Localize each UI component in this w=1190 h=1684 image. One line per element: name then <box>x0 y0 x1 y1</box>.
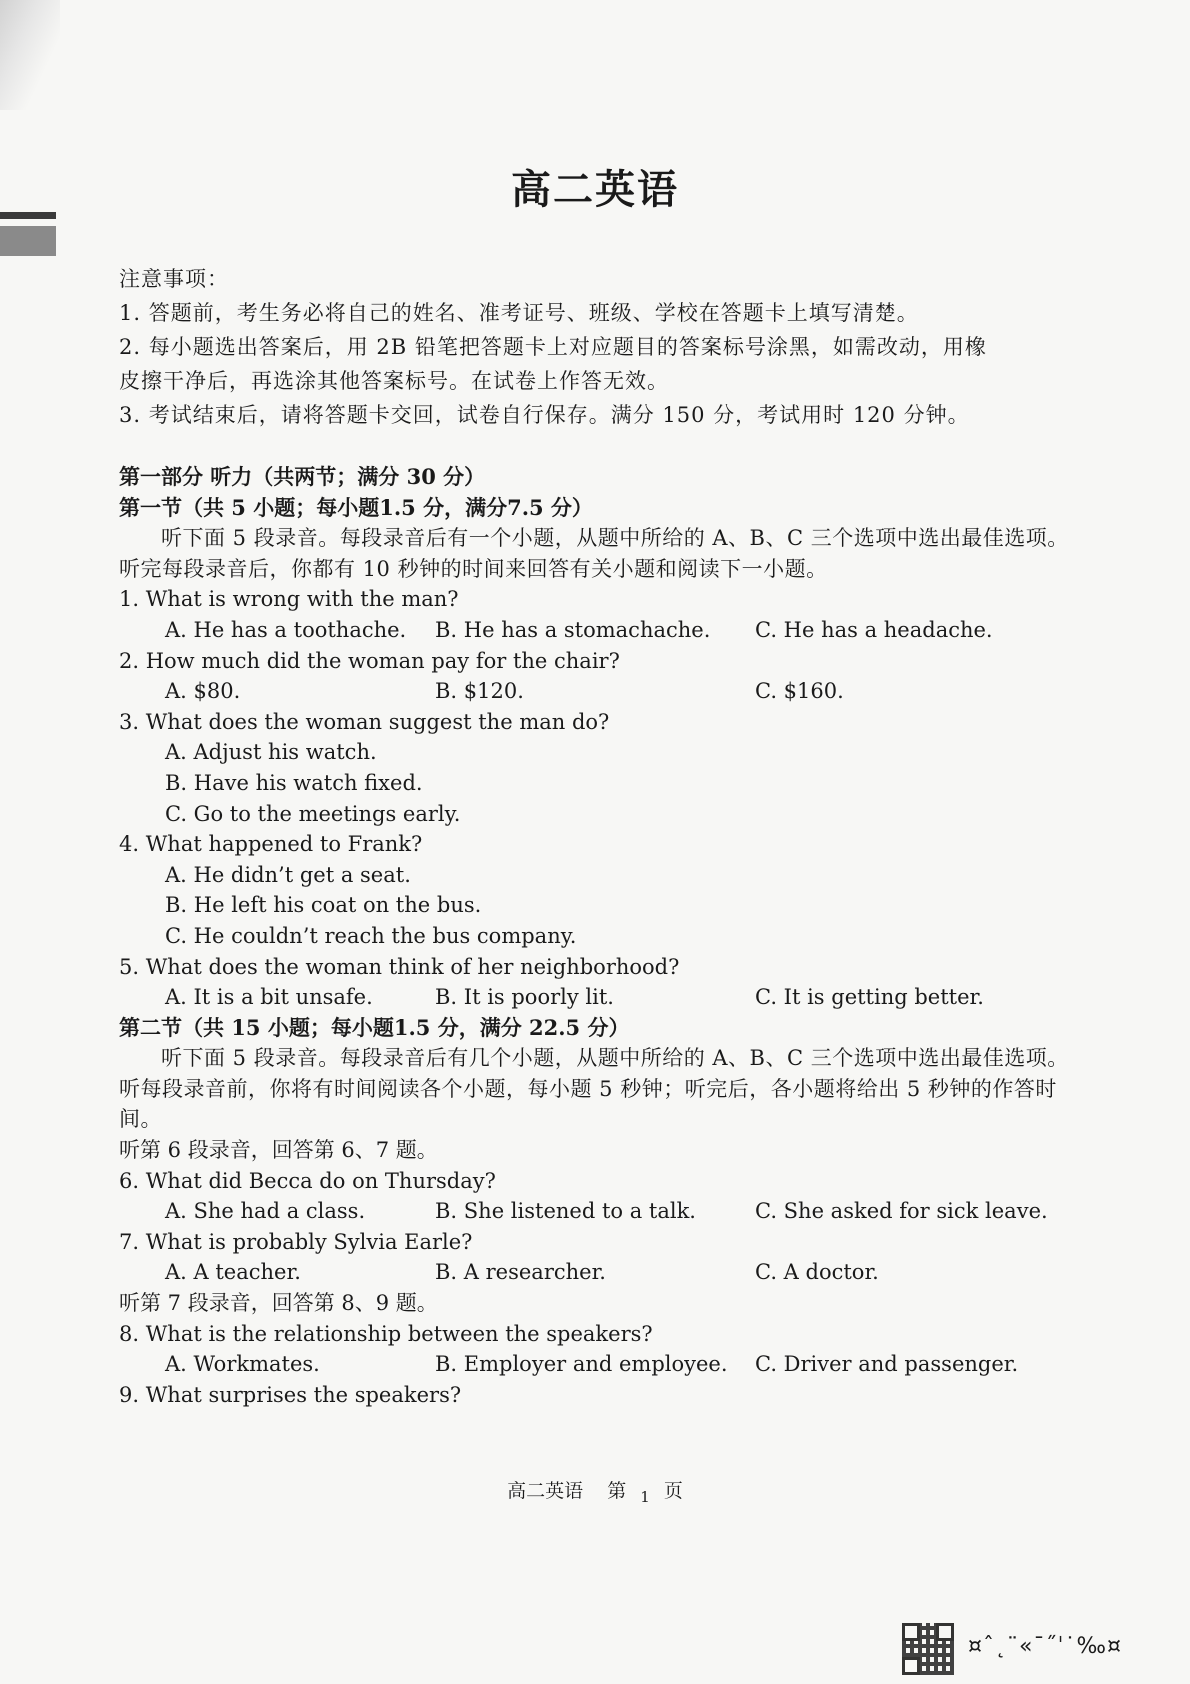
page-footer <box>0 1476 1190 1506</box>
option-c: C. Go to the meetings early. <box>165 801 461 826</box>
exam-notes <box>119 262 1079 432</box>
option-b: B. She listened to a talk. <box>435 1199 696 1224</box>
footer-label: 页 <box>663 1480 683 1502</box>
option-b: B. A researcher. <box>435 1260 606 1285</box>
option-c: C. She asked for sick leave. <box>755 1199 1048 1224</box>
question-text: 4. What happened to Frank? <box>119 832 423 857</box>
section-header: 第一节（共 5 小题；每小题1.5 分，满分7.5 分） <box>119 494 593 520</box>
options-row <box>119 1349 1079 1380</box>
notes-item: 3. 考试结束后，请将答题卡交回，试卷自行保存。满分 150 分，考试用时 120 分钟。 <box>119 403 970 427</box>
section-instructions: 听下面 5 段录音。每段录音后有一个小题，从题中所给的 A、B、C 三个选项中选出最佳选项。听完每段录音后，你都有 10 秒钟的时间来回答有关小题和阅读下一小题。 <box>119 526 1069 581</box>
option-c: C. It is getting better. <box>755 985 984 1010</box>
options-row <box>119 676 1079 707</box>
scan-smudge <box>0 0 60 110</box>
edge-mark <box>0 226 56 256</box>
question-text: 6. What did Becca do on Thursday? <box>119 1168 496 1193</box>
footer-subject: 高二英语 <box>507 1480 584 1502</box>
scan-mark-text: ¤ˆ˛¨«ˉ˝ˈ˙‰¤ <box>968 1634 1123 1659</box>
section-header: 第二节（共 15 小题；每小题1.5 分，满分 22.5 分） <box>119 1014 630 1040</box>
footer-label: 第 <box>607 1480 627 1502</box>
option-b: B. He has a stomachache. <box>435 617 711 642</box>
question-text: 7. What is probably Sylvia Earle? <box>119 1229 473 1254</box>
option-a: A. He has a toothache. <box>165 617 407 642</box>
page-title: 高二英语 <box>511 166 679 213</box>
listening-prompt: 听第 6 段录音，回答第 6、7 题。 <box>119 1138 438 1163</box>
option-b: B. He left his coat on the bus. <box>165 893 482 918</box>
options-row <box>119 1196 1079 1227</box>
question-text: 9. What surprises the speakers? <box>119 1382 462 1407</box>
option-b: B. Have his watch fixed. <box>165 770 423 795</box>
options-row <box>119 982 1079 1013</box>
part-header: 第一部分 听力（共两节；满分 30 分） <box>119 464 486 489</box>
option-b: B. It is poorly lit. <box>435 985 614 1010</box>
option-c: C. He couldn’t reach the bus company. <box>165 923 577 948</box>
option-b: B. Employer and employee. <box>435 1352 728 1377</box>
option-a: A. A teacher. <box>165 1260 301 1285</box>
question-text: 3. What does the woman suggest the man do? <box>119 709 610 734</box>
option-c: C. A doctor. <box>755 1260 879 1285</box>
notes-item: 皮擦干净后，再选涂其他答案标号。在试卷上作答无效。 <box>119 369 669 393</box>
options-row <box>119 615 1079 646</box>
page-number: 1 <box>640 1488 650 1506</box>
notes-item: 2. 每小题选出答案后，用 2B 铅笔把答题卡上对应题目的答案标号涂黑，如需改动，用橡 <box>119 335 987 359</box>
option-a: A. She had a class. <box>165 1199 366 1224</box>
qr-code-icon <box>902 1623 954 1675</box>
option-a: A. It is a bit unsafe. <box>165 985 373 1010</box>
section-instructions: 听下面 5 段录音。每段录音后有几个小题，从题中所给的 A、B、C 三个选项中选出最佳选项。听每段录音前，你将有时间阅读各个小题，每小题 5 秒钟；听完后，各小题将给出 5 秒钟的作答时间。 <box>119 1046 1069 1132</box>
question-text: 2. How much did the woman pay for the chair? <box>119 648 620 673</box>
option-b: B. $120. <box>435 679 524 704</box>
option-a: A. Workmates. <box>165 1352 320 1377</box>
notes-heading: 注意事项： <box>119 267 229 291</box>
listening-prompt: 听第 7 段录音，回答第 8、9 题。 <box>119 1291 438 1316</box>
option-c: C. $160. <box>755 679 844 704</box>
option-c: C. Driver and passenger. <box>755 1352 1019 1377</box>
question-text: 8. What is the relationship between the speakers? <box>119 1321 653 1346</box>
option-c: C. He has a headache. <box>755 617 993 642</box>
question-text: 1. What is wrong with the man? <box>119 587 459 612</box>
option-a: A. $80. <box>165 679 241 704</box>
options-row <box>119 1257 1079 1288</box>
option-a: A. Adjust his watch. <box>165 740 377 765</box>
notes-item: 1. 答题前，考生务必将自己的姓名、准考证号、班级、学校在答题卡上填写清楚。 <box>119 301 919 325</box>
listening-section <box>119 462 1079 1410</box>
question-text: 5. What does the woman think of her neighborhood? <box>119 954 680 979</box>
option-a: A. He didn’t get a seat. <box>165 862 411 887</box>
